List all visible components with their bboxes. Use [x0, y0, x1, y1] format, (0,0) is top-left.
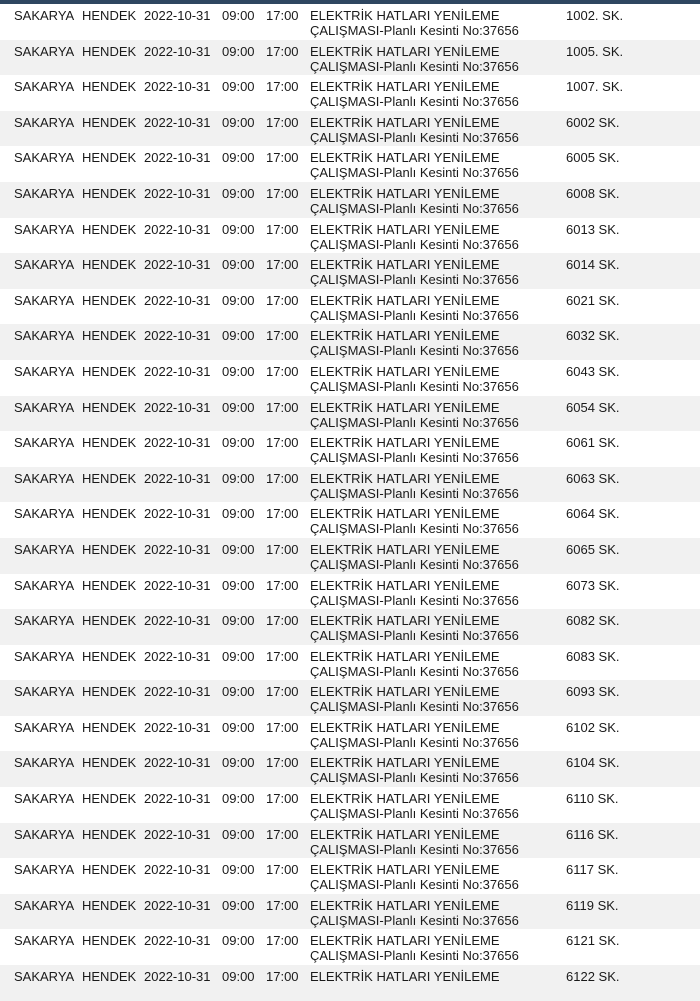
start-time-cell: 09:00	[222, 541, 255, 557]
date-cell: 2022-10-31	[144, 150, 211, 166]
street-cell: 6110 SK.	[566, 791, 619, 807]
reason-line: ÇALIŞMASI-Planlı Kesinti No:37656	[310, 129, 519, 145]
start-time-cell: 09:00	[222, 506, 255, 522]
district-cell: HENDEK	[82, 969, 137, 985]
reason-line: ELEKTRİK HATLARI YENİLEME	[310, 257, 500, 273]
province-cell: SAKARYA	[14, 755, 75, 771]
reason-line: ÇALIŞMASI-Planlı Kesinti No:37656	[310, 450, 519, 466]
start-time-cell: 09:00	[222, 933, 255, 949]
reason-cell	[310, 44, 519, 74]
date-cell: 2022-10-31	[144, 470, 211, 486]
date-cell: 2022-10-31	[144, 755, 211, 771]
table-row	[0, 645, 700, 681]
table-row	[0, 858, 700, 894]
district-cell: HENDEK	[82, 933, 137, 949]
reason-line: ÇALIŞMASI-Planlı Kesinti No:37656	[310, 378, 519, 394]
reason-line: ELEKTRİK HATLARI YENİLEME	[310, 8, 500, 23]
province-cell: SAKARYA	[14, 363, 75, 379]
street-cell: 6119 SK.	[566, 897, 619, 913]
street-cell: 6122 SK.	[566, 969, 620, 985]
date-cell: 2022-10-31	[144, 719, 211, 735]
street-cell: 6043 SK.	[566, 363, 620, 379]
end-time-cell: 17:00	[266, 399, 299, 415]
end-time-cell: 17:00	[266, 791, 299, 807]
end-time-cell: 17:00	[266, 185, 299, 201]
end-time-cell: 17:00	[266, 292, 299, 308]
start-time-cell: 09:00	[222, 399, 255, 415]
end-time-cell: 17:00	[266, 150, 299, 166]
date-cell: 2022-10-31	[144, 577, 211, 593]
date-cell: 2022-10-31	[144, 969, 211, 985]
reason-line: ÇALIŞMASI-Planlı Kesinti No:37656	[310, 699, 519, 715]
reason-cell	[310, 293, 519, 323]
reason-line: ÇALIŞMASI-Planlı Kesinti No:37656	[310, 272, 519, 288]
district-cell: HENDEK	[82, 506, 137, 522]
date-cell: 2022-10-31	[144, 43, 211, 59]
reason-cell	[310, 613, 519, 643]
reason-cell	[310, 578, 519, 608]
reason-line: ELEKTRİK HATLARI YENİLEME	[310, 755, 500, 771]
reason-line: ELEKTRİK HATLARI YENİLEME	[310, 292, 500, 308]
date-cell: 2022-10-31	[144, 399, 211, 415]
reason-cell	[310, 400, 519, 430]
district-cell: HENDEK	[82, 755, 137, 771]
end-time-cell: 17:00	[266, 363, 299, 379]
date-cell: 2022-10-31	[144, 826, 211, 842]
start-time-cell: 09:00	[222, 8, 255, 23]
reason-line: ELEKTRİK HATLARI YENİLEME	[310, 648, 500, 664]
reason-cell	[310, 471, 519, 501]
street-cell: 6013 SK.	[566, 221, 620, 237]
date-cell: 2022-10-31	[144, 292, 211, 308]
street-cell: 6104 SK.	[566, 755, 620, 771]
table-row	[0, 431, 700, 467]
reason-line: ELEKTRİK HATLARI YENİLEME	[310, 506, 500, 522]
table-row	[0, 289, 700, 325]
reason-line: ÇALIŞMASI-Planlı Kesinti No:37656	[310, 734, 519, 750]
district-cell: HENDEK	[82, 292, 137, 308]
table-row	[0, 716, 700, 752]
province-cell: SAKARYA	[14, 257, 75, 273]
start-time-cell: 09:00	[222, 969, 255, 985]
province-cell: SAKARYA	[14, 221, 75, 237]
reason-line: ÇALIŞMASI-Planlı Kesinti No:37656	[310, 307, 519, 323]
reason-line: ELEKTRİK HATLARI YENİLEME	[310, 969, 500, 985]
reason-line: ÇALIŞMASI-Planlı Kesinti No:37656	[310, 94, 519, 110]
reason-line: ELEKTRİK HATLARI YENİLEME	[310, 719, 500, 735]
district-cell: HENDEK	[82, 826, 137, 842]
start-time-cell: 09:00	[222, 150, 255, 166]
province-cell: SAKARYA	[14, 826, 75, 842]
table-row	[0, 360, 700, 396]
reason-line: ÇALIŞMASI-Planlı Kesinti No:37656	[310, 592, 519, 608]
start-time-cell: 09:00	[222, 613, 255, 629]
district-cell: HENDEK	[82, 684, 137, 700]
reason-line: ÇALIŞMASI-Planlı Kesinti No:37656	[310, 23, 519, 38]
street-cell: 6082 SK.	[566, 613, 620, 629]
reason-line: ÇALIŞMASI-Planlı Kesinti No:37656	[310, 841, 519, 857]
end-time-cell: 17:00	[266, 719, 299, 735]
province-cell: SAKARYA	[14, 399, 75, 415]
reason-line: ELEKTRİK HATLARI YENİLEME	[310, 933, 500, 949]
start-time-cell: 09:00	[222, 435, 255, 451]
date-cell: 2022-10-31	[144, 257, 211, 273]
reason-line: ELEKTRİK HATLARI YENİLEME	[310, 221, 500, 237]
end-time-cell: 17:00	[266, 79, 299, 95]
table-row	[0, 929, 700, 965]
end-time-cell: 17:00	[266, 257, 299, 273]
reason-cell	[310, 150, 519, 180]
reason-line: ELEKTRİK HATLARI YENİLEME	[310, 897, 500, 913]
reason-cell	[310, 684, 519, 714]
date-cell: 2022-10-31	[144, 328, 211, 344]
date-cell: 2022-10-31	[144, 435, 211, 451]
reason-line: ÇALIŞMASI-Planlı Kesinti No:37656	[310, 343, 519, 359]
end-time-cell: 17:00	[266, 470, 299, 486]
district-cell: HENDEK	[82, 185, 137, 201]
district-cell: HENDEK	[82, 363, 137, 379]
reason-cell	[310, 222, 519, 252]
table-row	[0, 574, 700, 610]
table-row	[0, 40, 700, 76]
table-row	[0, 218, 700, 254]
province-cell: SAKARYA	[14, 185, 75, 201]
reason-line: ELEKTRİK HATLARI YENİLEME	[310, 862, 500, 878]
street-cell: 6054 SK.	[566, 399, 620, 415]
district-cell: HENDEK	[82, 541, 137, 557]
reason-line: ELEKTRİK HATLARI YENİLEME	[310, 470, 500, 486]
district-cell: HENDEK	[82, 114, 137, 130]
date-cell: 2022-10-31	[144, 613, 211, 629]
reason-cell	[310, 435, 519, 465]
start-time-cell: 09:00	[222, 79, 255, 95]
reason-line: ELEKTRİK HATLARI YENİLEME	[310, 577, 500, 593]
start-time-cell: 09:00	[222, 114, 255, 130]
district-cell: HENDEK	[82, 791, 137, 807]
street-cell: 6005 SK.	[566, 150, 620, 166]
reason-cell	[310, 720, 519, 750]
start-time-cell: 09:00	[222, 648, 255, 664]
reason-cell	[310, 79, 519, 109]
start-time-cell: 09:00	[222, 328, 255, 344]
date-cell: 2022-10-31	[144, 363, 211, 379]
street-cell: 6021 SK.	[566, 292, 620, 308]
start-time-cell: 09:00	[222, 862, 255, 878]
end-time-cell: 17:00	[266, 969, 299, 985]
district-cell: HENDEK	[82, 613, 137, 629]
end-time-cell: 17:00	[266, 435, 299, 451]
date-cell: 2022-10-31	[144, 648, 211, 664]
reason-line: ÇALIŞMASI-Planlı Kesinti No:37656	[310, 628, 519, 644]
date-cell: 2022-10-31	[144, 684, 211, 700]
reason-line: ELEKTRİK HATLARI YENİLEME	[310, 150, 500, 166]
street-cell: 6002 SK.	[566, 114, 620, 130]
street-cell: 6121 SK.	[566, 933, 620, 949]
reason-cell	[310, 969, 500, 984]
date-cell: 2022-10-31	[144, 541, 211, 557]
reason-line: ELEKTRİK HATLARI YENİLEME	[310, 791, 500, 807]
reason-line: ÇALIŞMASI-Planlı Kesinti No:37656	[310, 912, 519, 928]
reason-line: ÇALIŞMASI-Planlı Kesinti No:37656	[310, 485, 519, 501]
reason-line: ELEKTRİK HATLARI YENİLEME	[310, 613, 500, 629]
end-time-cell: 17:00	[266, 755, 299, 771]
end-time-cell: 17:00	[266, 613, 299, 629]
district-cell: HENDEK	[82, 43, 137, 59]
reason-line: ÇALIŞMASI-Planlı Kesinti No:37656	[310, 521, 519, 537]
end-time-cell: 17:00	[266, 43, 299, 59]
table-row	[0, 965, 700, 1001]
reason-cell	[310, 898, 519, 928]
end-time-cell: 17:00	[266, 933, 299, 949]
date-cell: 2022-10-31	[144, 185, 211, 201]
district-cell: HENDEK	[82, 719, 137, 735]
district-cell: HENDEK	[82, 897, 137, 913]
table-row	[0, 4, 700, 40]
start-time-cell: 09:00	[222, 185, 255, 201]
date-cell: 2022-10-31	[144, 79, 211, 95]
date-cell: 2022-10-31	[144, 221, 211, 237]
reason-line: ÇALIŞMASI-Planlı Kesinti No:37656	[310, 414, 519, 430]
start-time-cell: 09:00	[222, 755, 255, 771]
reason-cell	[310, 827, 519, 857]
table-row	[0, 253, 700, 289]
end-time-cell: 17:00	[266, 897, 299, 913]
district-cell: HENDEK	[82, 470, 137, 486]
start-time-cell: 09:00	[222, 221, 255, 237]
start-time-cell: 09:00	[222, 684, 255, 700]
date-cell: 2022-10-31	[144, 862, 211, 878]
reason-line: ÇALIŞMASI-Planlı Kesinti No:37656	[310, 165, 519, 181]
street-cell: 6014 SK.	[566, 257, 620, 273]
district-cell: HENDEK	[82, 79, 137, 95]
table-row	[0, 609, 700, 645]
reason-line: ÇALIŞMASI-Planlı Kesinti No:37656	[310, 200, 519, 216]
table-row	[0, 467, 700, 503]
street-cell: 6064 SK.	[566, 506, 620, 522]
date-cell: 2022-10-31	[144, 506, 211, 522]
province-cell: SAKARYA	[14, 328, 75, 344]
table-row	[0, 751, 700, 787]
start-time-cell: 09:00	[222, 43, 255, 59]
street-cell: 6073 SK.	[566, 577, 620, 593]
reason-line: ÇALIŞMASI-Planlı Kesinti No:37656	[310, 806, 519, 822]
table-row	[0, 538, 700, 574]
end-time-cell: 17:00	[266, 826, 299, 842]
end-time-cell: 17:00	[266, 114, 299, 130]
reason-line: ELEKTRİK HATLARI YENİLEME	[310, 114, 500, 130]
table-row	[0, 75, 700, 111]
province-cell: SAKARYA	[14, 114, 75, 130]
start-time-cell: 09:00	[222, 292, 255, 308]
reason-line: ELEKTRİK HATLARI YENİLEME	[310, 399, 500, 415]
table-row	[0, 823, 700, 859]
province-cell: SAKARYA	[14, 684, 75, 700]
start-time-cell: 09:00	[222, 897, 255, 913]
table-row	[0, 182, 700, 218]
reason-cell	[310, 755, 519, 785]
street-cell: 6061 SK.	[566, 435, 620, 451]
district-cell: HENDEK	[82, 399, 137, 415]
date-cell: 2022-10-31	[144, 114, 211, 130]
date-cell: 2022-10-31	[144, 897, 211, 913]
reason-line: ELEKTRİK HATLARI YENİLEME	[310, 826, 500, 842]
reason-cell	[310, 649, 519, 679]
reason-line: ÇALIŞMASI-Planlı Kesinti No:37656	[310, 236, 519, 252]
date-cell: 2022-10-31	[144, 791, 211, 807]
province-cell: SAKARYA	[14, 435, 75, 451]
district-cell: HENDEK	[82, 257, 137, 273]
reason-cell	[310, 542, 519, 572]
street-cell: 1005. SK.	[566, 43, 624, 59]
table-row	[0, 680, 700, 716]
table-row	[0, 787, 700, 823]
end-time-cell: 17:00	[266, 541, 299, 557]
reason-cell	[310, 257, 519, 287]
reason-line: ELEKTRİK HATLARI YENİLEME	[310, 43, 500, 59]
district-cell: HENDEK	[82, 862, 137, 878]
reason-line: ELEKTRİK HATLARI YENİLEME	[310, 79, 500, 95]
street-cell: 6065 SK.	[566, 541, 620, 557]
reason-line: ÇALIŞMASI-Planlı Kesinti No:37656	[310, 770, 519, 786]
street-cell: 6117 SK.	[566, 862, 619, 878]
table-row	[0, 502, 700, 538]
province-cell: SAKARYA	[14, 43, 75, 59]
province-cell: SAKARYA	[14, 150, 75, 166]
street-cell: 6008 SK.	[566, 185, 620, 201]
table-row	[0, 396, 700, 432]
start-time-cell: 09:00	[222, 826, 255, 842]
reason-cell	[310, 364, 519, 394]
district-cell: HENDEK	[82, 8, 137, 23]
province-cell: SAKARYA	[14, 791, 75, 807]
reason-line: ÇALIŞMASI-Planlı Kesinti No:37656	[310, 877, 519, 893]
reason-line: ELEKTRİK HATLARI YENİLEME	[310, 684, 500, 700]
table-row	[0, 324, 700, 360]
start-time-cell: 09:00	[222, 791, 255, 807]
table-row	[0, 111, 700, 147]
reason-line: ÇALIŞMASI-Planlı Kesinti No:37656	[310, 663, 519, 679]
reason-line: ELEKTRİK HATLARI YENİLEME	[310, 185, 500, 201]
reason-cell	[310, 186, 519, 216]
province-cell: SAKARYA	[14, 79, 75, 95]
street-cell: 6032 SK.	[566, 328, 620, 344]
street-cell: 6083 SK.	[566, 648, 620, 664]
province-cell: SAKARYA	[14, 541, 75, 557]
street-cell: 6063 SK.	[566, 470, 620, 486]
end-time-cell: 17:00	[266, 684, 299, 700]
district-cell: HENDEK	[82, 577, 137, 593]
end-time-cell: 17:00	[266, 862, 299, 878]
reason-cell	[310, 862, 519, 892]
street-cell: 1007. SK.	[566, 79, 624, 95]
table-row	[0, 894, 700, 930]
street-cell: 1002. SK.	[566, 8, 624, 23]
province-cell: SAKARYA	[14, 613, 75, 629]
province-cell: SAKARYA	[14, 969, 75, 985]
start-time-cell: 09:00	[222, 719, 255, 735]
province-cell: SAKARYA	[14, 719, 75, 735]
end-time-cell: 17:00	[266, 506, 299, 522]
start-time-cell: 09:00	[222, 257, 255, 273]
date-cell: 2022-10-31	[144, 933, 211, 949]
province-cell: SAKARYA	[14, 933, 75, 949]
end-time-cell: 17:00	[266, 8, 299, 23]
province-cell: SAKARYA	[14, 470, 75, 486]
province-cell: SAKARYA	[14, 897, 75, 913]
end-time-cell: 17:00	[266, 328, 299, 344]
reason-line: ELEKTRİK HATLARI YENİLEME	[310, 328, 500, 344]
end-time-cell: 17:00	[266, 221, 299, 237]
reason-line: ELEKTRİK HATLARI YENİLEME	[310, 435, 500, 451]
district-cell: HENDEK	[82, 648, 137, 664]
street-cell: 6102 SK.	[566, 719, 620, 735]
table-row	[0, 146, 700, 182]
end-time-cell: 17:00	[266, 648, 299, 664]
start-time-cell: 09:00	[222, 470, 255, 486]
district-cell: HENDEK	[82, 435, 137, 451]
reason-line: ÇALIŞMASI-Planlı Kesinti No:37656	[310, 58, 519, 74]
district-cell: HENDEK	[82, 328, 137, 344]
date-cell: 2022-10-31	[144, 8, 211, 23]
reason-cell	[310, 791, 519, 821]
reason-cell	[310, 506, 519, 536]
reason-cell	[310, 8, 519, 38]
end-time-cell: 17:00	[266, 577, 299, 593]
street-cell: 6093 SK.	[566, 684, 620, 700]
province-cell: SAKARYA	[14, 506, 75, 522]
reason-cell	[310, 115, 519, 145]
province-cell: SAKARYA	[14, 292, 75, 308]
province-cell: SAKARYA	[14, 8, 75, 23]
province-cell: SAKARYA	[14, 577, 75, 593]
province-cell: SAKARYA	[14, 862, 75, 878]
outage-table	[0, 4, 700, 1001]
district-cell: HENDEK	[82, 150, 137, 166]
reason-line: ELEKTRİK HATLARI YENİLEME	[310, 363, 500, 379]
start-time-cell: 09:00	[222, 363, 255, 379]
start-time-cell: 09:00	[222, 577, 255, 593]
district-cell: HENDEK	[82, 221, 137, 237]
street-cell: 6116 SK.	[566, 826, 619, 842]
reason-line: ÇALIŞMASI-Planlı Kesinti No:37656	[310, 556, 519, 572]
province-cell: SAKARYA	[14, 648, 75, 664]
reason-cell	[310, 328, 519, 358]
reason-line: ÇALIŞMASI-Planlı Kesinti No:37656	[310, 948, 519, 964]
reason-line: ELEKTRİK HATLARI YENİLEME	[310, 541, 500, 557]
reason-cell	[310, 933, 519, 963]
